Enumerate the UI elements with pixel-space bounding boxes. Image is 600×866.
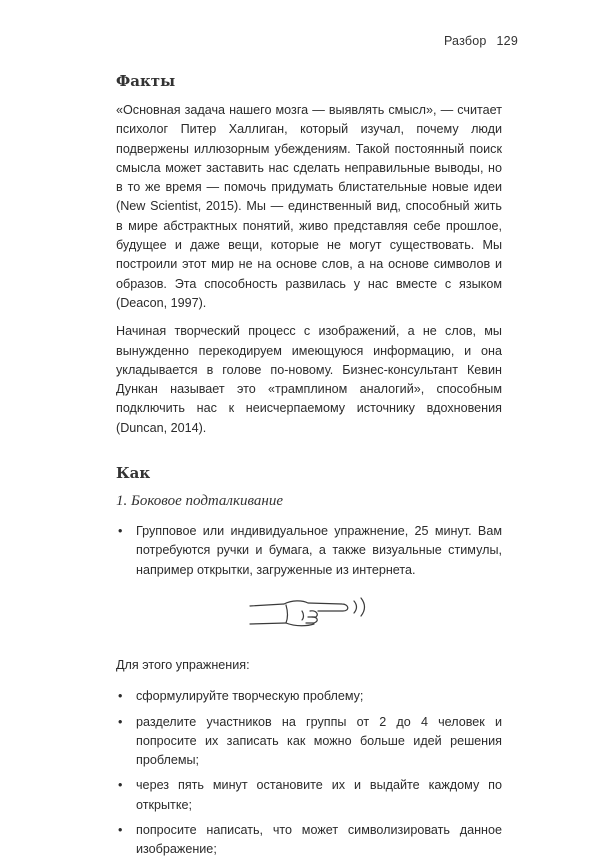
list-item-text: сформулируйте творческую проблему;	[136, 689, 364, 704]
bullet-icon: •	[118, 689, 123, 704]
list-item-text: через пять минут остановите их и выдайте каждому по открытке;	[136, 778, 502, 812]
list-item	[116, 821, 502, 860]
list-item-text: попросите написать, что может символизировать данное изображение;	[136, 823, 502, 857]
exercise-description-list	[116, 522, 502, 580]
steps-intro: Для этого упражнения:	[116, 657, 250, 672]
steps-list	[116, 687, 502, 859]
list-item	[116, 687, 502, 706]
list-item-text: Групповое или индивидуальное упражнение, 25 минут. Вам потребуются ручки и бумага, а также визуальные стимулы, например открытки, загруженные из интернета.	[136, 524, 502, 577]
how-heading: Как	[116, 464, 151, 483]
bullet-icon: •	[118, 714, 123, 729]
pointing-hand-icon	[246, 592, 376, 636]
facts-heading: Факты	[116, 72, 176, 90]
bullet-icon: •	[118, 778, 123, 793]
list-item	[116, 776, 502, 815]
illustration	[116, 592, 502, 636]
page-number: 129	[496, 34, 518, 48]
running-head	[444, 34, 518, 48]
method-subheading: 1. Боковое подталкивание	[116, 493, 283, 510]
page-content	[116, 64, 502, 866]
list-item-text: разделите участников на группы от 2 до 4 человек и попросите их записать как можно больше идей решения проблемы;	[136, 714, 502, 768]
section-title: Разбор	[443, 34, 487, 48]
list-item	[116, 522, 502, 580]
list-item	[116, 713, 502, 771]
facts-paragraph-1: «Основная задача нашего мозга — выявлять смысл», — считает психолог Питер Халлиган, который изучал, почему люди подвержены иллюзорным убеждениям. Такой постоянный поиск смысла может заставить нас сделать неправильные выводы, но в то же время — помочь придумать блистательные новые идеи (New Scientist, 2015). Мы — единственный вид, способный жить в мире абстрактных понятий, живо представляя себе прошлое, будущее и даже вещи, которые не могут существовать. Мы построили этот мир не на основе слов, а на основе символов и образов. Эта способность развилась у нас вместе с языком (Deacon, 1997).	[116, 103, 502, 310]
bullet-icon: •	[118, 524, 123, 539]
bullet-icon: •	[118, 823, 123, 838]
facts-paragraph-2: Начиная творческий процесс с изображений, а не слов, мы вынужденно перекодируем имеющуюся информацию, и она укладывается в голове по-новому. Бизнес-консультант Кевин Дункан называет это «трамплином аналогий», способным подключить нас к неисчерпаемому источнику вдохновения (Duncan, 2014).	[116, 324, 502, 435]
